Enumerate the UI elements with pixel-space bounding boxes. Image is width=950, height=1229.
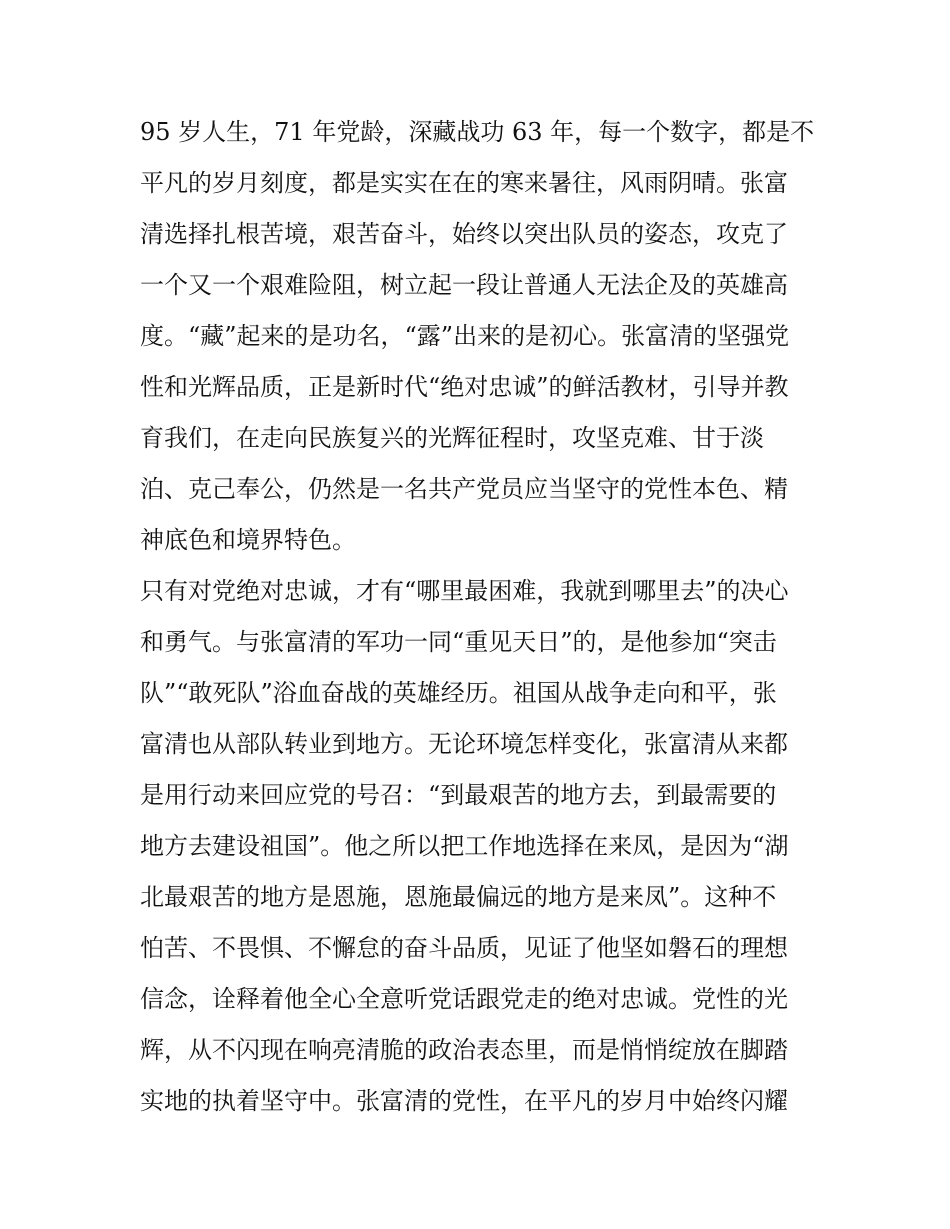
paragraph-2 <box>140 566 820 1127</box>
text-line: 辉，从不闪现在响亮清脆的政治表态里，而是悄悄绽放在脚踏 <box>140 1036 788 1064</box>
paragraph-1 <box>140 107 820 566</box>
text-line: 队”“敢死队”浴血奋战的英雄经历。祖国从战争走向和平，张 <box>140 679 777 707</box>
text-line: 信念，诠释着他全心全意听党话跟党走的绝对忠诚。党性的光 <box>140 985 788 1013</box>
text-line: 怕苦、不畏惧、不懈怠的奋斗品质，见证了他坚如磐石的理想 <box>140 934 788 962</box>
text-line: 只有对党绝对忠诚，才有“哪里最困难，我就到哪里去”的决心 <box>140 577 789 605</box>
text-line: 泊、克己奉公，仍然是一名共产党员应当坚守的党性本色、精 <box>140 475 788 503</box>
text-line: 富清也从部队转业到地方。无论环境怎样变化，张富清从来都 <box>140 730 788 758</box>
text-line: 育我们，在走向民族复兴的光辉征程时，攻坚克难、甘于淡 <box>140 424 764 452</box>
text-line: 平凡的岁月刻度，都是实实在在的寒来暑往，风雨阴晴。张富 <box>140 169 788 197</box>
text-line: 北最艰苦的地方是恩施，恩施最偏远的地方是来凤”。这种不 <box>140 883 777 911</box>
text-line: 和勇气。与张富清的军功一同“重见天日”的，是他参加“突击 <box>140 628 777 656</box>
text-line: 性和光辉品质，正是新时代“绝对忠诚”的鲜活教材，引导并教 <box>140 373 789 401</box>
text-line: 实地的执着坚守中。张富清的党性，在平凡的岁月中始终闪耀 <box>140 1087 788 1115</box>
text-line: 地方去建设祖国”。他之所以把工作地选择在来凤，是因为“湖 <box>140 832 789 860</box>
article-body <box>140 107 820 1127</box>
text-line: 是用行动来回应党的号召：“到最艰苦的地方去，到最需要的 <box>140 781 777 809</box>
text-line: 神底色和境界特色。 <box>140 526 356 554</box>
text-line: 度。“藏”起来的是功名，“露”出来的是初心。张富清的坚强党 <box>140 322 790 350</box>
text-line: 95 岁人生，71 年党龄，深藏战功 63 年，每一个数字，都是不 <box>140 118 815 146</box>
text-line: 清选择扎根苦境，艰苦奋斗，始终以突出队员的姿态，攻克了 <box>140 220 788 248</box>
text-line: 一个又一个艰难险阻，树立起一段让普通人无法企及的英雄高 <box>140 271 788 299</box>
